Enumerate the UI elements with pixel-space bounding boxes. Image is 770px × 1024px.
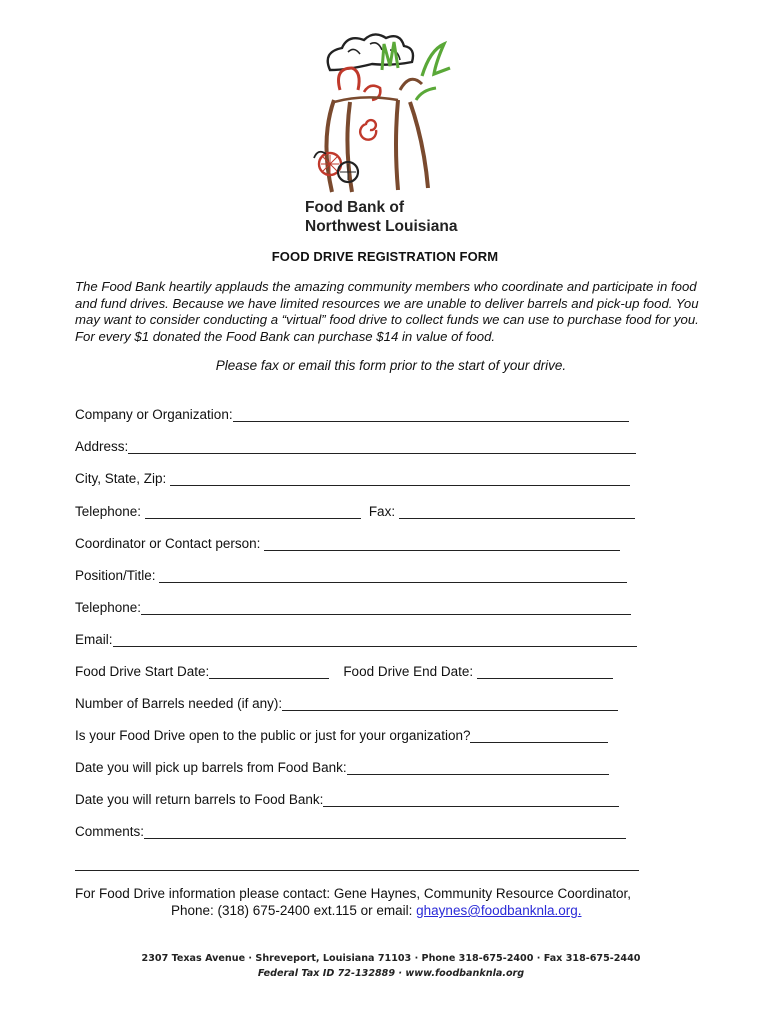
return-date-row — [75, 789, 619, 807]
telephone2-row — [75, 597, 631, 615]
city-state-zip-label: City, State, Zip: — [75, 471, 171, 486]
barrels-row — [75, 693, 618, 711]
comments-field-line2[interactable] — [75, 856, 639, 871]
telephone-label: Telephone: — [75, 504, 145, 519]
telephone-fax-row — [75, 501, 635, 519]
end-date-label: Food Drive End Date: — [343, 664, 477, 679]
footer-address: 2307 Texas Avenue · Shreveport, Louisiana 71103 · Phone 318-675-2400 · Fax 318-675-2440 — [141, 953, 641, 964]
contact-info — [75, 885, 695, 919]
start-date-field[interactable] — [209, 664, 329, 679]
return-date-field[interactable] — [323, 792, 619, 807]
city-state-zip-row — [75, 468, 630, 486]
fax-note: Please fax or email this form prior to the start of your drive. — [215, 358, 567, 373]
org-name-line1: Food Bank of — [305, 199, 405, 216]
company-label: Company or Organization: — [75, 407, 233, 422]
address-row — [75, 436, 636, 454]
pickup-date-label: Date you will pick up barrels from Food Bank: — [75, 760, 347, 775]
dates-row — [75, 661, 613, 679]
contact-line1: For Food Drive information please contact: Gene Haynes, Community Resource Coordinator, — [75, 886, 632, 901]
open-public-row — [75, 725, 608, 743]
telephone2-field[interactable] — [141, 600, 631, 615]
position-row — [75, 565, 627, 583]
email-label: Email: — [75, 632, 113, 647]
coordinator-field[interactable] — [264, 536, 620, 551]
food-bank-logo — [290, 30, 470, 195]
end-date-field[interactable] — [477, 664, 613, 679]
return-date-label: Date you will return barrels to Food Bank: — [75, 792, 324, 807]
email-row — [75, 629, 637, 647]
position-label: Position/Title: — [75, 568, 160, 583]
address-field[interactable] — [128, 439, 636, 454]
comments-row-2 — [75, 853, 639, 871]
comments-field[interactable] — [144, 824, 626, 839]
barrels-field[interactable] — [282, 696, 618, 711]
email-field[interactable] — [113, 632, 637, 647]
open-public-field[interactable] — [470, 728, 608, 743]
company-field[interactable] — [233, 407, 629, 422]
start-date-label: Food Drive Start Date: — [75, 664, 210, 679]
barrels-label: Number of Barrels needed (if any): — [75, 696, 283, 711]
contact-line2 — [75, 902, 695, 919]
contact-email-suffix: . — [577, 903, 582, 918]
pickup-date-row — [75, 757, 609, 775]
fax-field[interactable] — [399, 504, 635, 519]
comments-row — [75, 821, 626, 839]
form-title: FOOD DRIVE REGISTRATION FORM — [271, 249, 499, 264]
city-state-zip-field[interactable] — [170, 471, 630, 486]
open-public-label: Is your Food Drive open to the public or just for your organization? — [75, 728, 471, 743]
coordinator-label: Coordinator or Contact person: — [75, 536, 265, 551]
comments-label: Comments: — [75, 824, 145, 839]
org-name — [305, 198, 485, 236]
company-row — [75, 404, 629, 422]
telephone2-label: Telephone: — [75, 600, 142, 615]
grocery-bag-with-vegetables-icon — [314, 34, 450, 192]
footer-tax-id: Federal Tax ID 72-132889 · www.foodbanknla.org — [257, 968, 525, 979]
address-label: Address: — [75, 439, 129, 454]
org-name-line2: Northwest Louisiana — [305, 218, 458, 235]
fax-label: Fax: — [368, 504, 399, 519]
position-field[interactable] — [159, 568, 627, 583]
footer — [0, 951, 770, 981]
pickup-date-field[interactable] — [347, 760, 609, 775]
contact-email-link[interactable]: ghaynes@foodbanknla.org — [416, 903, 578, 918]
contact-phone: Phone: (318) 675-2400 ext.115 or email: — [171, 903, 417, 918]
telephone-field[interactable] — [145, 504, 361, 519]
intro-paragraph: The Food Bank heartily applauds the amazing community members who coordinate and participate in food and fund drives. Because we have limited resources we are unable to deliver barrels and pick-up food. You may want to consider conducting a “virtual” food drive to collect funds we can use to purchase food for you. For every $1 donated the Food Bank can purchase $14 in value of food. — [75, 279, 699, 344]
coordinator-row — [75, 533, 620, 551]
